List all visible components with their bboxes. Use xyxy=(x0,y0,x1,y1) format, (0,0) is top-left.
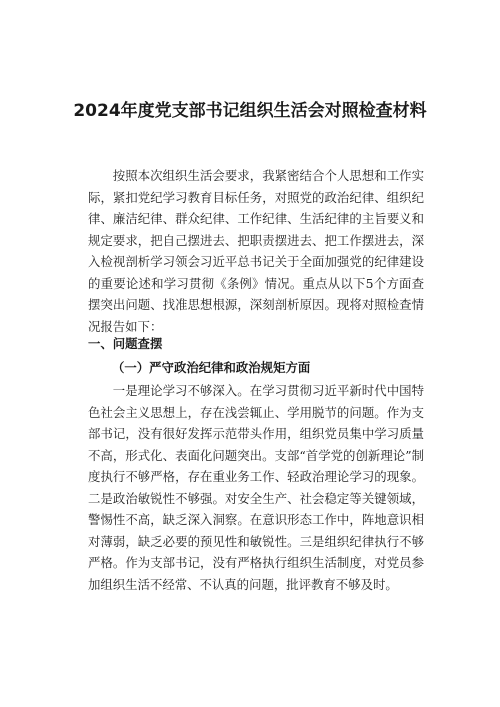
intro-paragraph: 按照本次组织生活会要求，我紧密结合个人思想和工作实际，紧扣党纪学习教育目标任务，对照党的政治纪律、组织纪律、廉洁纪律、群众纪律、工作纪律、生活纪律的主旨要义和规定要求，把自己摆进去、把职责摆进去、把工作摆进去，深入检视剖析学习领会习近平总书记关于全面加强党的纪律建设的重要论述和学习贯彻《条例》情况。重点从以下5个方面查摆突出问题、找准思想根源，深刻剖析原因。现将对照检查情况报告如下： xyxy=(88,168,424,334)
body-section xyxy=(88,380,424,595)
document-title: 2024年度党支部书记组织生活会对照检查材料 xyxy=(73,101,427,121)
body-paragraph: 一是理论学习不够深入。在学习贯彻习近平新时代中国特色社会主义思想上，存在浅尝辄止、学用脱节的问题。作为支部书记，没有很好发挥示范带头作用，组织党员集中学习质量不高，形式化、表面化问题突出。支部“首学党的创新理论”制度执行不够严格，存在重业务工作、轻政治理论学习的现象。二是政治敏锐性不够强。对安全生产、社会稳定等关键领域，警惕性不高，缺乏深入洞察。在意识形态工作中，阵地意识相对薄弱，缺乏必要的预见性和敏锐性。三是组织纪律执行不够严格。作为支部书记，没有严格执行组织生活制度，对党员参加组织生活不经常、不认真的问题，批评教育不够及时。 xyxy=(88,383,424,592)
intro-section xyxy=(88,165,424,337)
subsection-heading: （一）严守政治纪律和政治规矩方面 xyxy=(112,360,311,375)
section-heading: 一、问题查摆 xyxy=(88,336,163,351)
